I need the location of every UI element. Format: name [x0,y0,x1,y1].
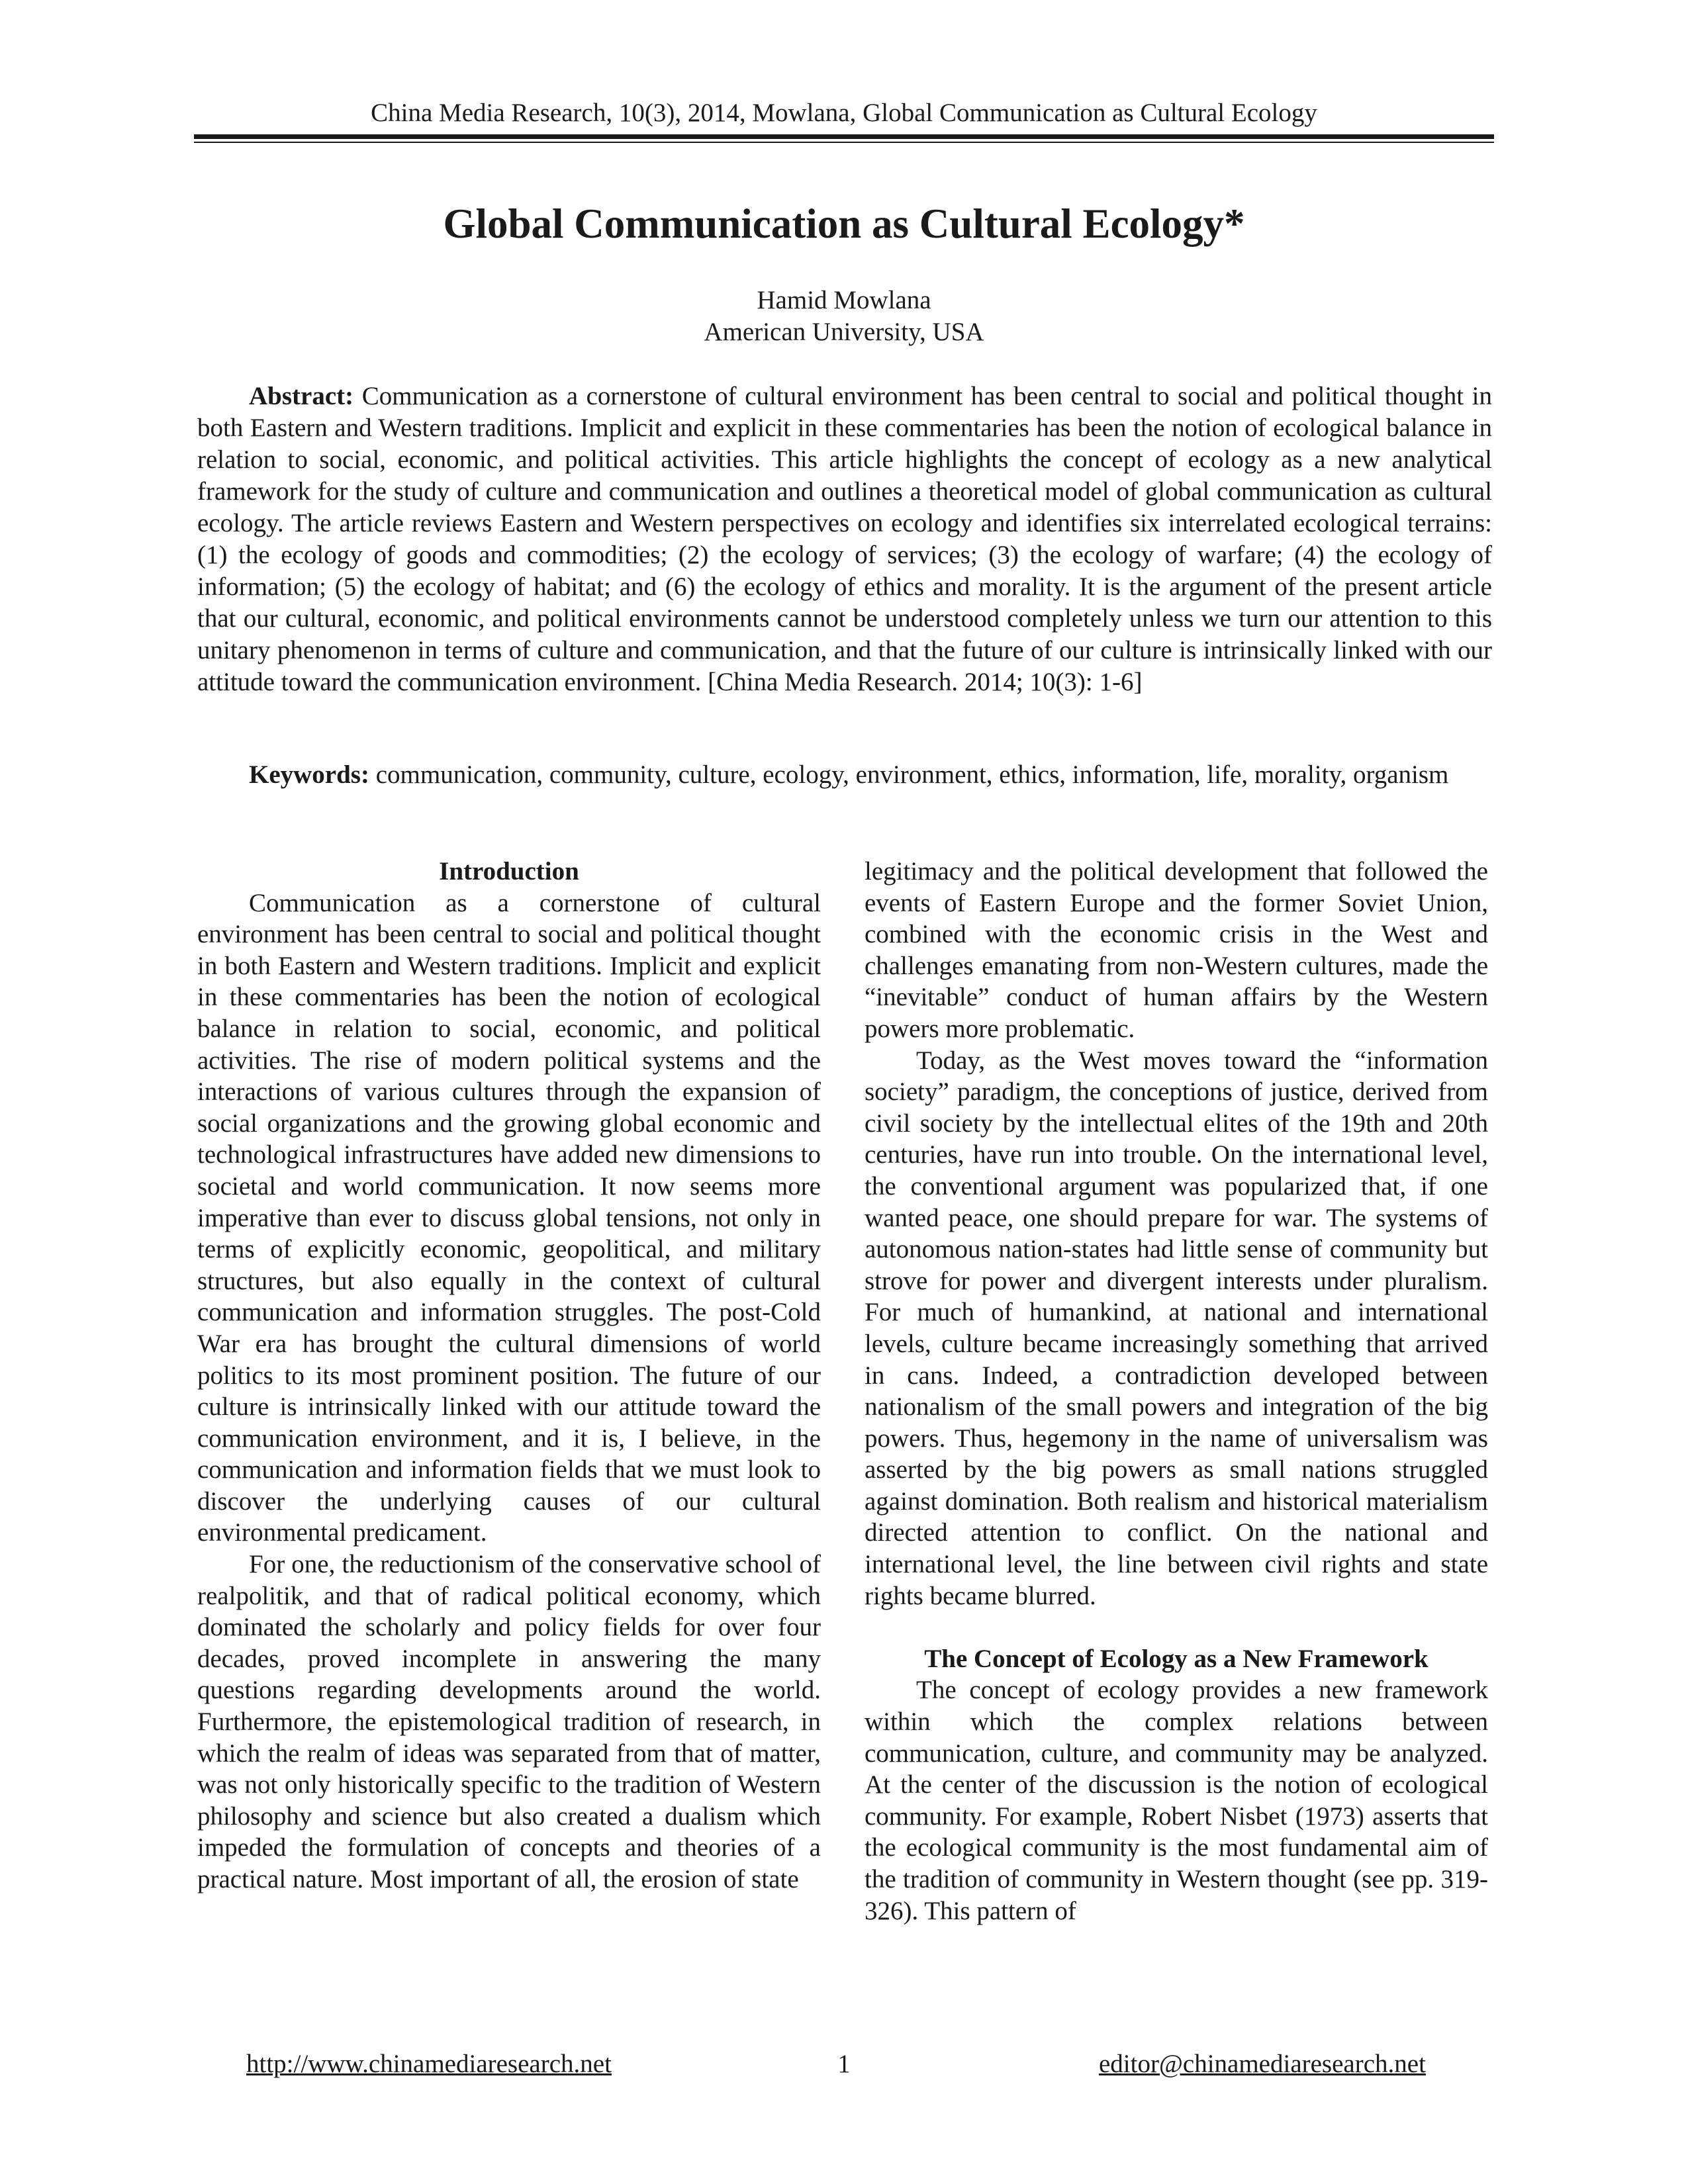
section-heading-introduction: Introduction [439,857,579,886]
body-paragraph: For one, the reductionism of the conservative school of realpolitik, and that of radical political economy, which dominated the scholarly and policy fields for over four decades, proved incomplete in answering the many questions regarding developments around the world. Furthermore, the epistemological tradition of research, in which the realm of ideas was separated from that of matter, was not only historically specific to the tradition of Western philosophy and science but also created a dualism which impeded the formulation of concepts and theories of a practical nature. Most important of all, the erosion of state [197,1550,821,1893]
header-rule-thick [194,134,1494,139]
keywords-text: communication, community, culture, ecology, environment, ethics, information, life, morality, organism [369,760,1449,789]
keywords [197,759,1492,791]
body-paragraph: The concept of ecology provides a new framework within which the complex relations between communication, culture, and community may be analyzed. At the center of the discussion is the notion of ecological community. For example, Robert Nisbet (1973) asserts that the ecological community is the most fundamental aim of the tradition of community in Western thought (see pp. 319-326). This pattern of [865,1676,1488,1925]
section-spacer [865,1612,1488,1643]
section-heading-ecology-framework: The Concept of Ecology as a New Framework [924,1644,1429,1673]
footer-website-link[interactable]: http://www.chinamediaresearch.net [246,2050,612,2078]
body-paragraph-continued: legitimacy and the political development that followed the events of Eastern Europe and the former Soviet Union, combined with the economic crisis in the West and challenges emanating from non-Western cultures, made the “inevitable” conduct of human affairs by the Western powers more problematic. [865,857,1488,1043]
left-column [197,856,821,1895]
body-paragraph: Communication as a cornerstone of cultural environment has been central to social and political thought in both Eastern and Western traditions. Implicit and explicit in these commentaries has been the notion of ecological balance in relation to social, economic, and political activities. The rise of modern political systems and the interactions of various cultures through the expansion of social organizations and the growing global economic and technological infrastructures have added new dimensions to societal and world communication. It now seems more imperative than ever to discuss global tensions, not only in terms of explicitly economic, geopolitical, and military structures, but also equally in the context of cultural communication and information struggles. The post-Cold War era has brought the cultural dimensions of world politics to its most prominent position. The future of our culture is intrinsically linked with our attitude toward the communication environment, and it is, I believe, in the communication and information fields that we must look to discover the underlying causes of our cultural environmental predicament. [197,888,821,1547]
abstract [197,381,1492,698]
author-name: Hamid Mowlana [757,286,931,314]
right-column [865,856,1488,1927]
author-affiliation: American University, USA [704,318,984,346]
paper-title: Global Communication as Cultural Ecology* [443,201,1245,247]
header-rule-thin [194,142,1494,143]
author-block [196,285,1492,348]
body-paragraph: Today, as the West moves toward the “information society” paradigm, the conceptions of justice, derived from civil society by the intellectual elites of the 19th and 20th centuries, have run into trouble. On the international level, the conventional argument was popularized that, if one wanted peace, one should prepare for war. The systems of autonomous nation-states had little sense of community but strove for power and divergent interests under pluralism. For much of humankind, at national and international levels, culture became increasingly something that arrived in cans. Indeed, a contradiction developed between nationalism of the small powers and integration of the big powers. Thus, hegemony in the name of universalism was asserted by the big powers as small nations struggled against domination. Both realism and historical materialism directed attention to conflict. On the national and international level, the line between civil rights and state rights became blurred. [865,1046,1488,1610]
footer-email-link[interactable]: editor@chinamediaresearch.net [1099,2050,1426,2078]
running-header: China Media Research, 10(3), 2014, Mowlana, Global Communication as Cultural Ecology [371,99,1317,127]
abstract-label: Abstract: [249,382,354,410]
keywords-label: Keywords: [249,760,369,789]
page-number: 1 [837,2050,851,2078]
abstract-text: Communication as a cornerstone of cultural environment has been central to social and political thought in both Eastern and Western traditions. Implicit and explicit in these commentaries has been the notion of ecological balance in relation to social, economic, and political activities. This article highlights the concept of ecology as a new analytical framework for the study of culture and communication and outlines a theoretical model of global communication as cultural ecology. The article reviews Eastern and Western perspectives on ecology and identifies six interrelated ecological terrains: (1) the ecology of goods and commodities; (2) the ecology of services; (3) the ecology of warfare; (4) the ecology of information; (5) the ecology of habitat; and (6) the ecology of ethics and morality. It is the argument of the present article that our cultural, economic, and political environments cannot be understood completely unless we turn our attention to this unitary phenomenon in terms of culture and communication, and that the future of our culture is intrinsically linked with our attitude toward the communication environment. [China Media Research. 2014; 10(3): 1-6] [197,382,1492,696]
